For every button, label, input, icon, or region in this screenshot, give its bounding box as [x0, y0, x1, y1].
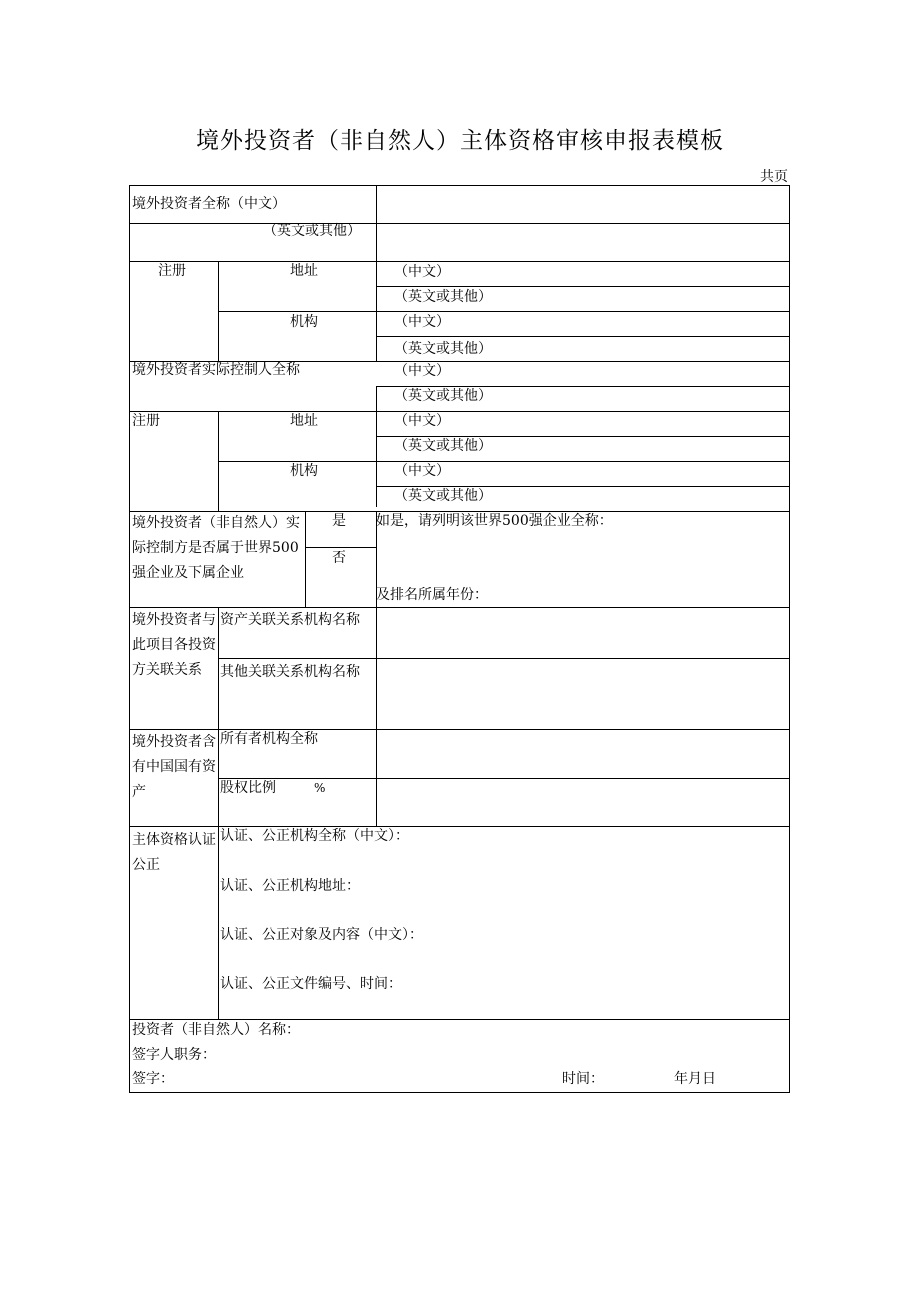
controller-address-en-label: （英文或其他）: [394, 438, 492, 454]
cert-org-address-label: 认证、公正机构地址：: [220, 878, 360, 894]
fortune500-yes-option: 是: [332, 513, 346, 529]
controller-address-label: 地址: [290, 413, 318, 429]
date-label: 年月日: [674, 1071, 716, 1087]
signer-title-label: 签字人职务：: [132, 1047, 216, 1063]
controller-org-en-label: （英文或其他）: [394, 488, 492, 504]
certification-label: 主体资格认证公正: [132, 832, 216, 873]
org-cn-label: （中文）: [394, 314, 450, 330]
controller-address-cn-label: （中文）: [394, 413, 450, 429]
col-divider: [376, 386, 377, 507]
row-divider: [130, 223, 790, 224]
controller-en-label: （英文或其他）: [394, 388, 492, 404]
row-divider: [130, 261, 790, 262]
fortune500-name-label: 如是，请列明该世界500强企业全称：: [376, 513, 613, 529]
col-divider: [218, 411, 219, 511]
signature-label: 签字：: [132, 1071, 174, 1087]
other-relation-label: 其他关联关系机构名称: [220, 664, 360, 680]
asset-relation-label: 资产关联关系机构名称: [220, 612, 360, 628]
controller-name-label: 境外投资者实际控制人全称: [132, 362, 300, 378]
page-title: 境外投资者（非自然人）主体资格审核申报表模板: [196, 128, 724, 154]
controller-org-label: 机构: [290, 463, 318, 479]
registration-label: 注册: [158, 263, 186, 279]
controller-registration-label: 注册: [132, 413, 160, 429]
cert-subject-label: 认证、公正对象及内容（中文）：: [220, 927, 423, 943]
col-divider: [305, 511, 306, 607]
address-en-label: （英文或其他）: [394, 289, 492, 305]
col-divider: [218, 607, 219, 1019]
fortune500-no-option: 否: [332, 550, 346, 566]
row-divider: [218, 658, 790, 659]
signer-name-label: 投资者（非自然人）名称：: [132, 1022, 300, 1038]
col-divider: [218, 261, 219, 361]
controller-org-cn-label: （中文）: [394, 463, 450, 479]
state-asset-label: 境外投资者含有中国国有资产: [132, 734, 216, 800]
col-divider: [376, 186, 377, 361]
address-cn-label: （中文）: [394, 264, 450, 280]
fortune500-year-label: 及排名所属年份：: [376, 587, 488, 603]
time-label: 时间：: [562, 1071, 604, 1087]
cert-org-name-label: 认证、公正机构全称（中文）：: [220, 828, 409, 844]
percent-sign: %: [314, 781, 326, 795]
org-en-label: （英文或其他）: [394, 341, 492, 357]
col-divider: [376, 607, 377, 826]
cert-doc-label: 认证、公正文件编号、时间：: [220, 976, 402, 992]
fortune500-question-label: 境外投资者（非自然人）实际控制方是否属于世界500强企业及下属企业: [132, 515, 300, 581]
application-form-table: [129, 185, 790, 1093]
address-label: 地址: [290, 263, 318, 279]
controller-cn-label: （中文）: [394, 363, 450, 379]
equity-ratio-label: 股权比例: [220, 780, 276, 796]
org-label: 机构: [290, 314, 318, 330]
page-count: 共页: [760, 169, 788, 185]
owner-org-label: 所有者机构全称: [220, 731, 318, 747]
relation-label: 境外投资者与此项目各投资方关联关系: [132, 612, 216, 678]
row-divider: [218, 778, 790, 779]
investor-name-cn-label: 境外投资者全称（中文）: [132, 196, 286, 212]
investor-name-en-label: （英文或其他）: [263, 223, 361, 239]
row-divider: [130, 411, 790, 412]
